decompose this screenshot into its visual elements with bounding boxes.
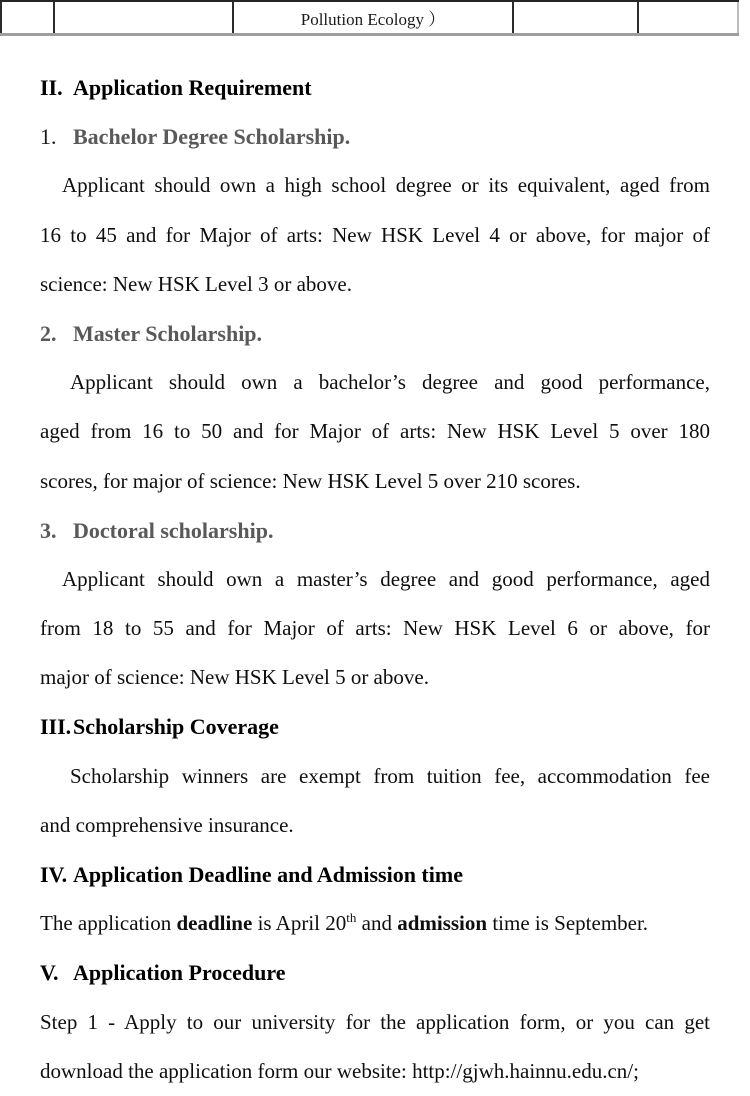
heading-text: Application Deadline and Admission time xyxy=(73,862,463,887)
subheading-doctoral-scholarship xyxy=(40,506,710,555)
subheading-text: Bachelor Degree Scholarship. xyxy=(73,124,351,150)
paragraph-line: 16 to 45 and for Major of arts: New HSK Level 4 or above, for major of xyxy=(40,222,710,247)
document-body xyxy=(0,63,750,1096)
subheading-master-scholarship xyxy=(40,309,710,358)
subheading-number: 3. xyxy=(40,517,57,543)
subheading-bachelor-scholarship xyxy=(40,112,710,161)
heading-deadline-admission xyxy=(40,850,710,899)
table-cell xyxy=(0,2,53,33)
table-cell xyxy=(53,2,232,33)
paragraph-line: Applicant should own a high school degree or its equivalent, aged from xyxy=(62,173,710,198)
heading-application-procedure xyxy=(40,948,710,997)
table-cell-pollution-ecology: Pollution Ecology ） xyxy=(232,2,512,33)
heading-number: IV. xyxy=(40,862,68,887)
paragraph-deadline xyxy=(40,899,710,948)
bold-admission: admission xyxy=(397,911,488,936)
heading-text: Application Procedure xyxy=(73,960,286,986)
text-segment: is April 20 xyxy=(252,911,347,936)
paragraph-line: aged from 16 to 50 and for Major of arts: New HSK Level 5 over 180 xyxy=(40,419,710,444)
text-segment: time is September. xyxy=(487,911,649,936)
paragraph-line: scores, for major of science: New HSK Level 5 over 210 scores. xyxy=(40,468,581,493)
table-cell xyxy=(512,2,637,33)
heading-number: V. xyxy=(40,960,59,986)
paragraph-line: Applicant should own a bachelor’s degree and good performance, xyxy=(70,370,710,395)
paragraph-line: Applicant should own a master’s degree and good performance, aged xyxy=(62,566,710,591)
heading-number: II. xyxy=(40,75,63,100)
paragraph-line: Scholarship winners are exempt from tuition fee, accommodation fee xyxy=(70,763,710,788)
heading-text: Application Requirement xyxy=(73,75,312,100)
heading-text: Scholarship Coverage xyxy=(73,714,279,740)
paragraph-line: and comprehensive insurance. xyxy=(40,812,294,837)
paragraph-line: science: New HSK Level 3 or above. xyxy=(40,271,352,296)
subheading-text: Doctoral scholarship. xyxy=(73,517,274,543)
table-fragment xyxy=(0,0,739,36)
heading-application-requirement xyxy=(40,63,710,112)
subheading-number: 2. xyxy=(40,320,57,346)
paragraph-line: from 18 to 55 and for Major of arts: New HSK Level 6 or above, for xyxy=(40,616,710,641)
paragraph-line-website-url: download the application form our website: http://gjwh.hainnu.edu.cn/; xyxy=(40,1058,639,1083)
heading-number: III. xyxy=(40,714,72,740)
text-segment: and xyxy=(356,911,398,936)
table-cell xyxy=(637,2,739,33)
superscript-th: th xyxy=(346,910,357,926)
paragraph-line: major of science: New HSK Level 5 or above. xyxy=(40,665,429,690)
bold-deadline: deadline xyxy=(176,911,253,936)
subheading-text: Master Scholarship. xyxy=(73,320,263,346)
subheading-number: 1. xyxy=(40,124,57,150)
paragraph-line: Step 1 - Apply to our university for the application form, or you can get xyxy=(40,1009,710,1034)
heading-scholarship-coverage xyxy=(40,702,710,751)
text-segment: The application xyxy=(40,911,177,936)
